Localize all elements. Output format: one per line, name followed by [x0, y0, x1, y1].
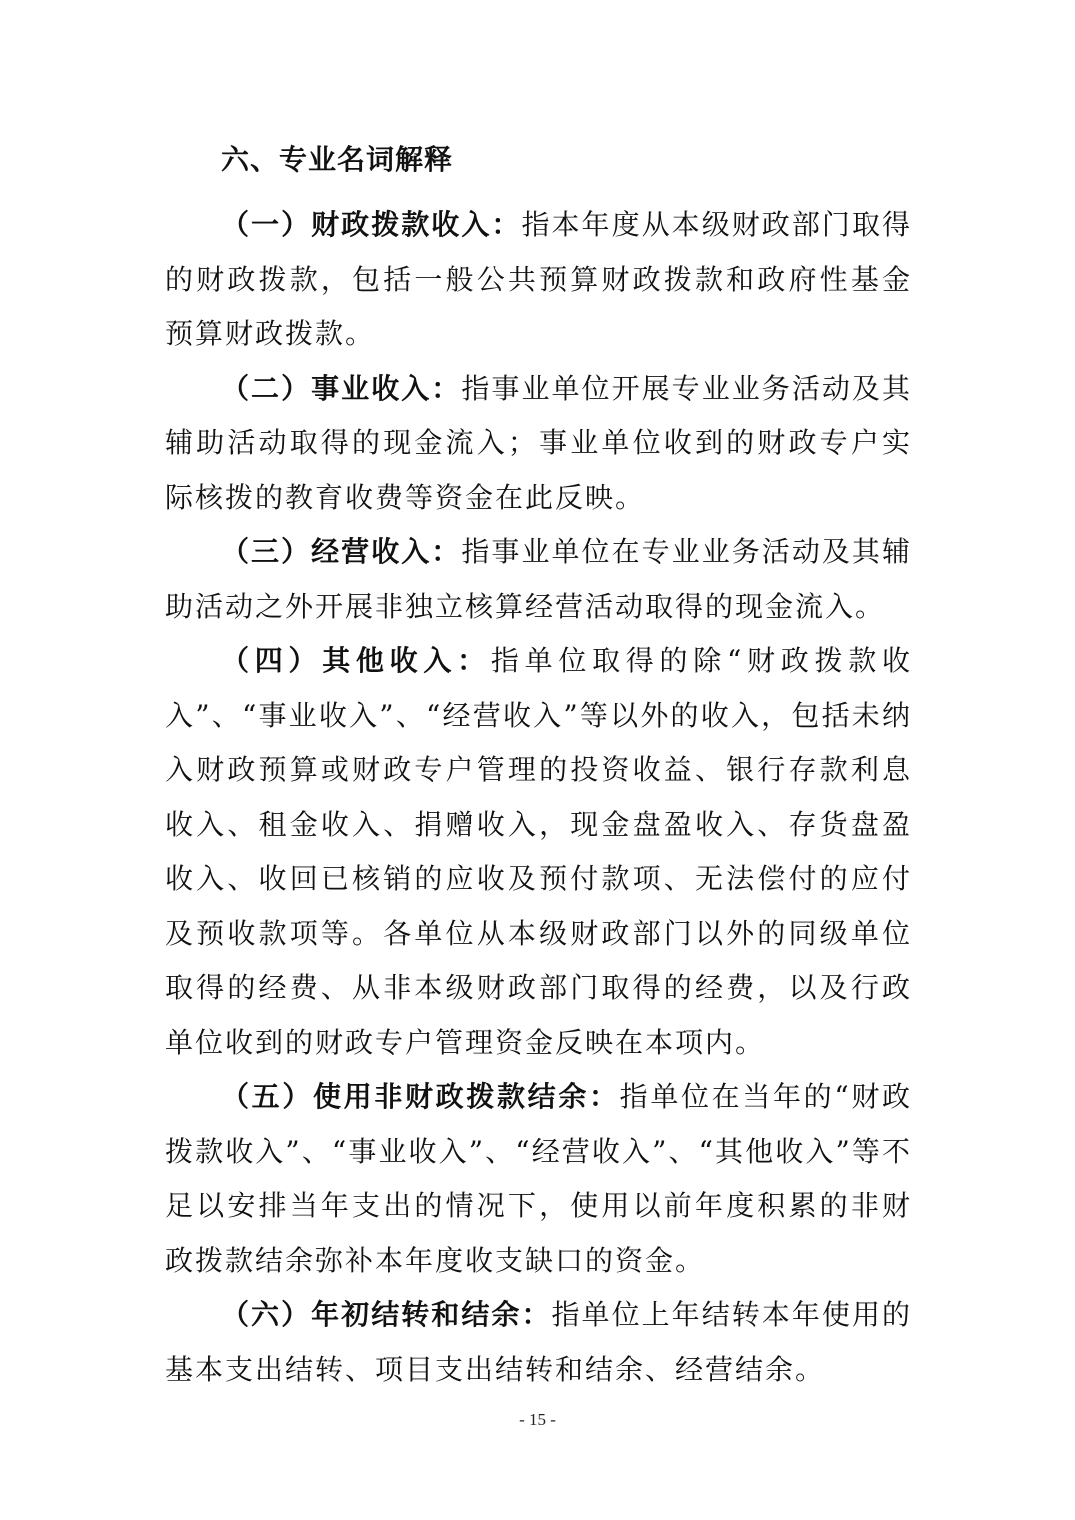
definition-term: （三）经营收入：	[221, 535, 462, 568]
definition-paragraph-1	[165, 198, 912, 362]
definition-term: （一）财政拨款收入：	[221, 208, 522, 241]
definition-text: 指单位在当年的“财政拨款收入”、“事业收入”、“经营收入”、“其他收入”等不足以安排当年支出的情况下，使用以前年度积累的非财政拨款结余弥补本年度收支缺口的资金。	[165, 1080, 912, 1277]
definition-paragraph-5	[165, 1070, 912, 1288]
definition-paragraph-2	[165, 362, 912, 526]
page-number: - 15 -	[519, 1410, 556, 1429]
section-title: 六、专业名词解释	[221, 143, 454, 176]
definition-paragraph-3	[165, 525, 912, 634]
definition-text: 指单位取得的除“财政拨款收入”、“事业收入”、“经营收入”等以外的收入，包括未纳入财政预算或财政专户管理的投资收益、银行存款利息收入、租金收入、捐赠收入，现金盘盈收入、存货盘盈收入、收回已核销的应收及预付款项、无法偿付的应付及预收款项等。各单位从本级财政部门以外的同级单位取得的经费、从非本级财政部门取得的经费，以及行政单位收到的财政专户管理资金反映在本项内。	[165, 644, 912, 1059]
definition-term: （四）其他收入：	[221, 644, 491, 677]
definition-paragraph-4	[165, 634, 912, 1070]
definition-text: 指本年度从本级财政部门取得的财政拨款，包括一般公共预算财政拨款和政府性基金预算财政拨款。	[165, 208, 912, 350]
definition-term: （六）年初结转和结余：	[221, 1298, 552, 1331]
definition-term: （五）使用非财政拨款结余：	[221, 1080, 620, 1113]
definition-paragraph-6	[165, 1288, 912, 1397]
document-page	[165, 140, 912, 1397]
definition-text: 指事业单位在专业业务活动及其辅助活动之外开展非独立核算经营活动取得的现金流入。	[165, 535, 912, 623]
definition-text: 指单位上年结转本年使用的基本支出结转、项目支出结转和结余、经营结余。	[165, 1298, 912, 1386]
definition-term: （二）事业收入：	[221, 371, 462, 405]
definition-text: 指事业单位开展专业业务活动及其辅助活动取得的现金流入；事业单位收到的财政专户实际核拨的教育收费等资金在此反映。	[165, 371, 912, 514]
